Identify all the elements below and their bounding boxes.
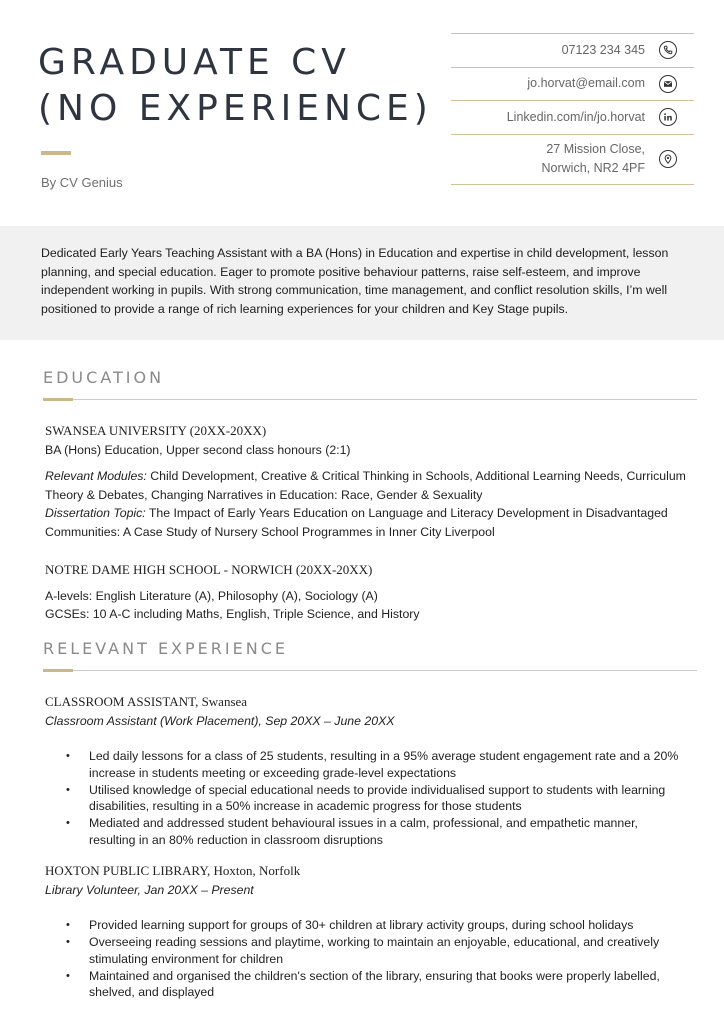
contact-email[interactable]: jo.horvat@email.com [527,76,645,91]
relevant-modules-label: Relevant Modules: [45,469,147,483]
cv-header [0,0,724,226]
experience-rule [43,670,697,671]
contact-block [451,33,694,185]
education-accent-bar [43,398,73,401]
experience-heading: RELEVANT EXPERIENCE [43,639,288,658]
list-item: • Overseeing reading sessions and playtime, working to maintain an enjoyable, educational, and creatively stimulating environment for children [45,934,685,967]
list-item: • Led daily lessons for a class of 25 students, resulting in a 95% average student engagement rate and a 20% increase in students meeting or exceeding grade-level expectations [45,748,685,781]
job-role [45,712,695,731]
experience-accent-bar [43,669,73,672]
institution-name: NOTRE DAME HIGH SCHOOL - NORWICH (20XX-20XX) [45,562,373,577]
job-employer-name: HOXTON PUBLIC LIBRARY [45,863,208,878]
job-role-text: Classroom Assistant (Work Placement), Sep 20XX – June 20XX [45,713,395,728]
education-heading: EDUCATION [43,368,165,387]
phone-icon [659,41,677,59]
education-rule [43,399,697,400]
job-employer [45,693,695,712]
contact-email-row [451,68,694,102]
cv-title-line-1: GRADUATE CV [38,42,351,83]
contact-linkedin[interactable]: Linkedin.com/in/jo.horvat [506,109,645,124]
job-location: , Hoxton, Norfolk [207,863,301,878]
location-icon [659,150,677,168]
contact-phone: 07123 234 345 [561,42,645,57]
job-role-text: Library Volunteer, Jan 20XX – Present [45,882,254,897]
summary-text: Dedicated Early Years Teaching Assistant with a BA (Hons) in Education and expertise in child development, lesson planning, and special education. Eager to promote positive behaviour patterns, raise self-esteem, and improve independent working in pupils. With strong communication, time management, and conflict resolution skills, I’m well positioned to provide a range of rich learning experiences for your children and Key Stage pupils. [41,246,669,316]
job-classroom-assistant [45,693,695,730]
job-library-bullets [45,917,685,1001]
job-location: , Swansea [195,694,248,709]
a-levels: A-levels: English Literature (A), Philosophy (A), Sociology (A) [45,588,378,603]
summary-panel [0,226,724,340]
cv-title-line-2: (NO EXPERIENCE) [38,88,433,129]
cv-title [38,40,433,132]
contact-address [542,140,646,178]
list-item: • Provided learning support for groups of 30+ children at library activity groups, during school holidays [45,917,685,934]
institution-name: SWANSEA UNIVERSITY (20XX-20XX) [45,423,267,438]
contact-phone-row [451,34,694,68]
list-item: • Mediated and addressed student behavioural issues in a calm, professional, and empathetic manner, resulting in an 80% reduction in classroom disruptions [45,815,685,848]
gcses: GCSEs: 10 A-C including Maths, English, Triple Science, and History [45,607,420,621]
address-line-2: Norwich, NR2 4PF [541,161,645,175]
job-classroom-bullets [45,748,685,849]
email-icon [659,75,677,93]
title-accent-bar [41,151,71,155]
address-line-1: 27 Mission Close, [546,142,645,156]
relevant-modules-text: Child Development, Creative & Critical Thinking in Schools, Additional Learning Needs, Curriculum Theory & Debates, Changing Narratives in Education: Race, Gender & Sexuality [45,469,686,502]
job-employer-name: CLASSROOM ASSISTANT [45,694,196,709]
job-employer [45,862,695,881]
job-hoxton-library [45,862,695,899]
dissertation-text: The Impact of Early Years Education on Language and Literacy Development in Disadvantaged Communities: A Case Study of Nursery School Programmes in Inner City Liverpool [45,506,668,539]
dissertation-topic [45,504,695,541]
degree: BA (Hons) Education, Upper second class honours (2:1) [45,442,351,457]
linkedin-icon [659,108,677,126]
contact-linkedin-row [451,101,694,135]
byline: By CV Genius [41,175,123,190]
education-entry-notre-dame [45,561,695,624]
list-item: • Utilised knowledge of special educational needs to provide individualised support to students with learning disabilities, resulting in a 50% increase in academic progress for those students [45,782,685,815]
education-entry-swansea [45,422,695,541]
relevant-modules [45,467,695,504]
job-role [45,881,695,900]
list-item: • Maintained and organised the children's section of the library, ensuring that books were properly labelled, shelved, and displayed [45,968,685,1001]
dissertation-label: Dissertation Topic: [45,506,146,520]
contact-address-row [451,135,694,185]
